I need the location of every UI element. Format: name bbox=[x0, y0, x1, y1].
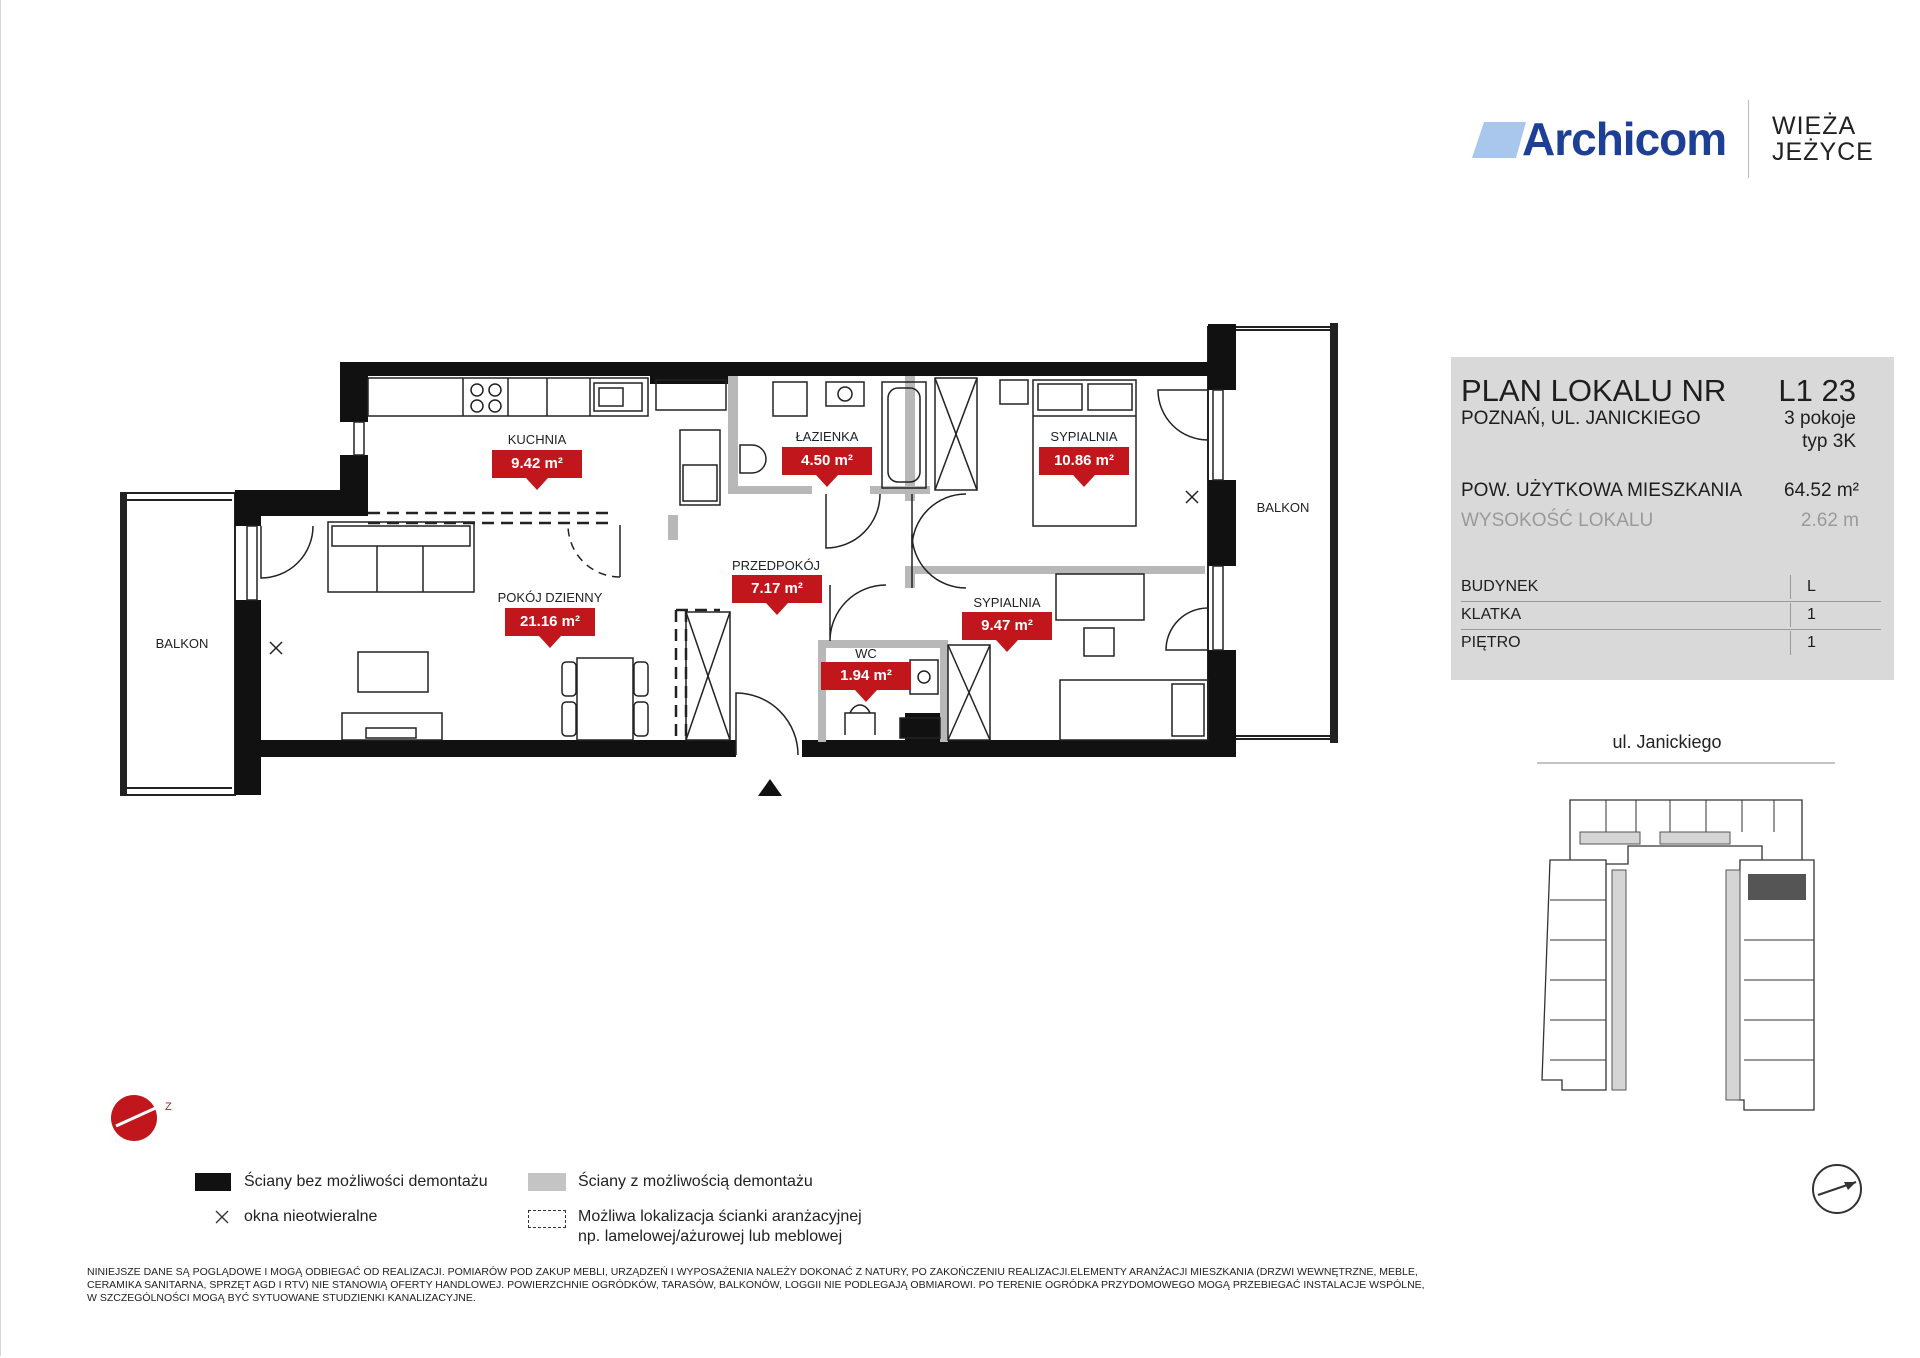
row-line bbox=[1461, 629, 1881, 630]
area-badge-bedroom2: 9.47 m² bbox=[962, 612, 1052, 640]
site-street-label: ul. Janickiego bbox=[1612, 732, 1722, 752]
site-plan bbox=[1530, 760, 1840, 1220]
legend-fixed-walls-swatch bbox=[195, 1173, 231, 1191]
room-name-living: POKÓJ DZIENNY bbox=[497, 590, 603, 605]
logo-brand: Archicom bbox=[1522, 113, 1727, 165]
area-badge-bedroom1: 10.86 m² bbox=[1039, 447, 1129, 475]
area-value: 64.52 m² bbox=[1784, 480, 1859, 501]
legend-removable-walls: Ściany z możliwością demontażu bbox=[578, 1173, 813, 1190]
legend-fixed-walls: Ściany bez możliwości demontażu bbox=[244, 1173, 488, 1190]
disclaimer: NINIEJSZE DANE SĄ POGLĄDOWE I MOGĄ ODBIEGAĆ OD REALIZACJI. POMIARÓW POD ZAKUP MEBLI, URZĄDZEŃ I WYPOSAŻENIA NALEŻY DOKONAĆ Z NATURY, PO ZAKOŃCZENIU REALIZACJI.ELEMENTY ARANŻACJI MIESZKANIA (DRZWI WEWNĘTRZNE, MEBLE, CERAMIKA SANITARNA, SPRZĘT AGD I RTV) NIE STANOWIĄ OFERTY HANDLOWEJ. POWIERZCHNIE OGRÓDKÓW, TARASÓW, BALKONÓW, LOGGII NIE PODLEGAJĄ OBMIAROWI. PO TERENIE OGRÓDKA PRZYDOMOWEGO MOGĄ PRZEBIEGAĆ INSTALACJE WSPÓLNE, W SZCZEGÓLNOŚCI MOGĄ BYĆ SYTUOWANE STUDZIENKI KANALIZACYJNE. bbox=[87, 1266, 1425, 1304]
balcony-label-left: BALKON bbox=[155, 636, 209, 651]
row-divider bbox=[1790, 631, 1791, 655]
logo-mark-icon bbox=[1472, 122, 1526, 158]
legend-fixed-windows: okna nieotwieralne bbox=[244, 1208, 378, 1225]
address: POZNAŃ, UL. JANICKIEGO bbox=[1461, 408, 1701, 429]
room-name-bedroom2: SYPIALNIA bbox=[973, 595, 1041, 610]
area-badge-wc: 1.94 m² bbox=[821, 662, 911, 690]
logo-sub-line1: WIEŻA bbox=[1772, 112, 1857, 140]
unit-type: typ 3K bbox=[1802, 431, 1856, 452]
area-label: POW. UŻYTKOWA MIESZKANIA bbox=[1461, 480, 1743, 501]
legend-removable-walls-swatch bbox=[528, 1173, 566, 1191]
site-compass-icon bbox=[1810, 1162, 1864, 1216]
area-badge-living: 21.16 m² bbox=[505, 608, 595, 636]
svg-text:Z: Z bbox=[165, 1101, 172, 1113]
legend-partition-swatch bbox=[528, 1210, 566, 1228]
room-name-hall: PRZEDPOKÓJ bbox=[731, 558, 821, 573]
height-label: WYSOKOŚĆ LOKALU bbox=[1461, 510, 1654, 531]
logo bbox=[1472, 100, 1872, 180]
building-label: BUDYNEK bbox=[1461, 578, 1539, 595]
entrance-arrow-icon bbox=[758, 779, 782, 796]
room-name-bathroom: ŁAZIENKA bbox=[795, 429, 859, 444]
site-unit-highlight bbox=[1748, 874, 1806, 900]
logo-sub-line2: JEŻYCE bbox=[1772, 138, 1874, 166]
area-badge-bathroom: 4.50 m² bbox=[782, 447, 872, 475]
living-furniture bbox=[328, 522, 648, 740]
room-name-bedroom1: SYPIALNIA bbox=[1050, 429, 1118, 444]
legend-partition-line1: Możliwa lokalizacja ścianki aranżacyjnej bbox=[578, 1208, 862, 1225]
area-badge-kitchen: 9.42 m² bbox=[492, 450, 582, 478]
bedroom2-furniture bbox=[1056, 574, 1208, 740]
floor-value: 1 bbox=[1807, 634, 1816, 651]
room-name-wc: WC bbox=[855, 646, 877, 661]
row-divider bbox=[1790, 575, 1791, 599]
row-divider bbox=[1790, 603, 1791, 627]
height-value: 2.62 m bbox=[1800, 510, 1859, 531]
info-panel bbox=[1451, 357, 1894, 680]
unit-number: L1 23 bbox=[1778, 373, 1856, 408]
room-name-kitchen: KUCHNIA bbox=[507, 432, 567, 447]
floor-label: PIĘTRO bbox=[1461, 634, 1521, 651]
rooms-count: 3 pokoje bbox=[1784, 408, 1856, 429]
staircase-label: KLATKA bbox=[1461, 606, 1522, 623]
area-badge-hall: 7.17 m² bbox=[732, 575, 822, 603]
building-value: L bbox=[1807, 578, 1816, 595]
legend-fixed-window-icon bbox=[214, 1209, 230, 1225]
legend-partition-line2: np. lamelowej/ażurowej lub meblowej bbox=[578, 1228, 843, 1245]
logo-divider bbox=[1748, 100, 1749, 178]
row-line bbox=[1461, 601, 1881, 602]
staircase-value: 1 bbox=[1807, 606, 1816, 623]
balcony-label-right: BALKON bbox=[1256, 500, 1310, 515]
plan-title: PLAN LOKALU NR bbox=[1461, 373, 1727, 408]
